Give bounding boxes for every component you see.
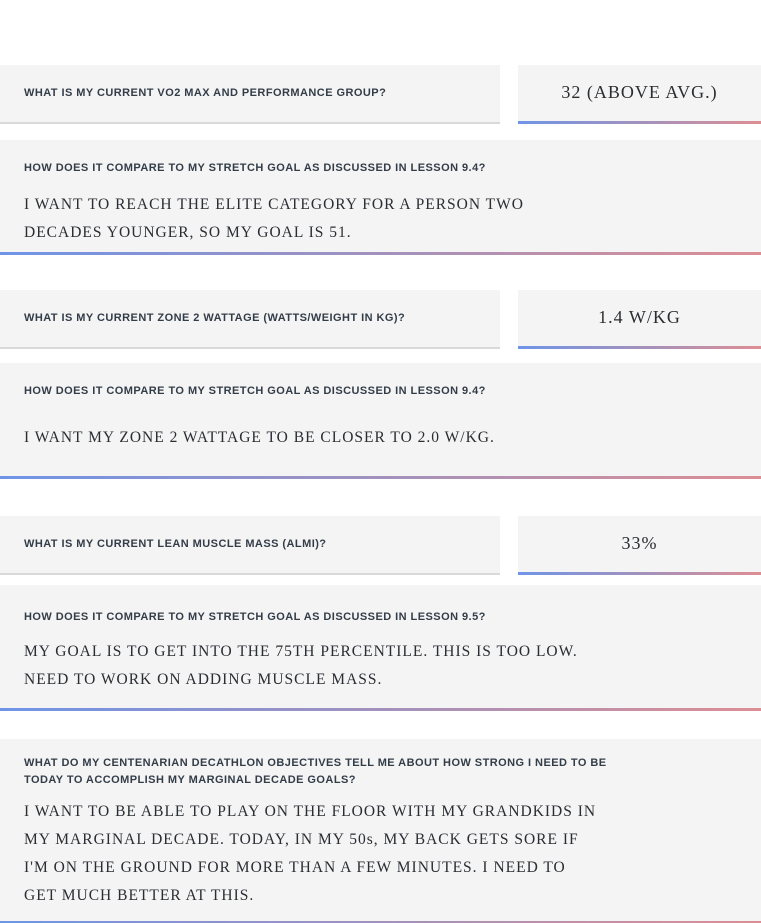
handwritten-answer-line: NEED TO WORK ON ADDING MUSCLE MASS.	[24, 671, 383, 688]
question-label-box	[0, 290, 500, 349]
handwritten-answer-line: I WANT MY ZONE 2 WATTAGE TO BE CLOSER TO 2.0 W/KG.	[24, 429, 495, 446]
qa-block-almi-goal	[0, 585, 761, 711]
question-label: WHAT IS MY CURRENT LEAN MUSCLE MASS (ALMI)?	[24, 538, 327, 550]
answer-underline	[0, 708, 761, 711]
answer-underline	[518, 121, 761, 124]
handwritten-answer: 32 (ABOVE AVG.)	[561, 82, 718, 102]
question-label: HOW DOES IT COMPARE TO MY STRETCH GOAL AS DISCUSSED IN LESSON 9.5?	[24, 611, 486, 623]
answer-field-zone2-goal[interactable]	[24, 424, 737, 452]
handwritten-answer-line: I WANT TO REACH THE ELITE CATEGORY FOR A PERSON TWO	[24, 196, 524, 213]
answer-field-centenarian[interactable]	[24, 798, 737, 910]
question-label: HOW DOES IT COMPARE TO MY STRETCH GOAL AS DISCUSSED IN LESSON 9.4?	[24, 385, 486, 397]
qa-row-almi	[0, 516, 761, 575]
handwritten-answer-line: MY GOAL IS TO GET INTO THE 75TH PERCENTILE. THIS IS TOO LOW.	[24, 643, 578, 660]
question-label: HOW DOES IT COMPARE TO MY STRETCH GOAL AS DISCUSSED IN LESSON 9.4?	[24, 162, 486, 174]
answer-field-vo2max-goal[interactable]	[24, 191, 737, 247]
answer-underline	[518, 346, 761, 349]
qa-block-zone2-goal	[0, 363, 761, 479]
answer-field-almi[interactable]	[518, 516, 761, 575]
qa-block-centenarian-decathlon	[0, 739, 761, 923]
question-label: WHAT IS MY CURRENT ZONE 2 WATTAGE (WATTS/WEIGHT IN KG)?	[24, 312, 406, 324]
answer-underline	[0, 252, 761, 255]
handwritten-answer-line: MY MARGINAL DECADE. TODAY, IN MY 50s, MY BACK GETS SORE IF	[24, 831, 579, 848]
answer-field-zone2[interactable]	[518, 290, 761, 349]
question-label-line: WHAT DO MY CENTENARIAN DECATHLON OBJECTIVES TELL ME ABOUT HOW STRONG I NEED TO BE	[24, 757, 607, 769]
qa-block-vo2max-goal	[0, 140, 761, 255]
answer-field-vo2max[interactable]	[518, 65, 761, 124]
handwritten-answer-line: I WANT TO BE ABLE TO PLAY ON THE FLOOR WITH MY GRANDKIDS IN	[24, 803, 597, 820]
answer-underline	[0, 476, 761, 479]
handwritten-answer-line: I'M ON THE GROUND FOR MORE THAN A FEW MINUTES. I NEED TO	[24, 859, 566, 876]
question-label: WHAT IS MY CURRENT VO2 MAX AND PERFORMANCE GROUP?	[24, 87, 387, 99]
question-label-box	[0, 516, 500, 575]
answer-field-almi-goal[interactable]	[24, 638, 737, 694]
qa-row-vo2max	[0, 65, 761, 124]
question-label-box	[0, 65, 500, 124]
answer-underline	[518, 572, 761, 575]
handwritten-answer-line: GET MUCH BETTER AT THIS.	[24, 887, 255, 904]
handwritten-answer-line: DECADES YOUNGER, SO MY GOAL IS 51.	[24, 224, 352, 241]
handwritten-answer: 1.4 W/KG	[598, 307, 681, 327]
question-label-line: TODAY TO ACCOMPLISH MY MARGINAL DECADE GOALS?	[24, 774, 356, 786]
qa-row-zone2	[0, 290, 761, 349]
handwritten-answer: 33%	[621, 533, 658, 553]
